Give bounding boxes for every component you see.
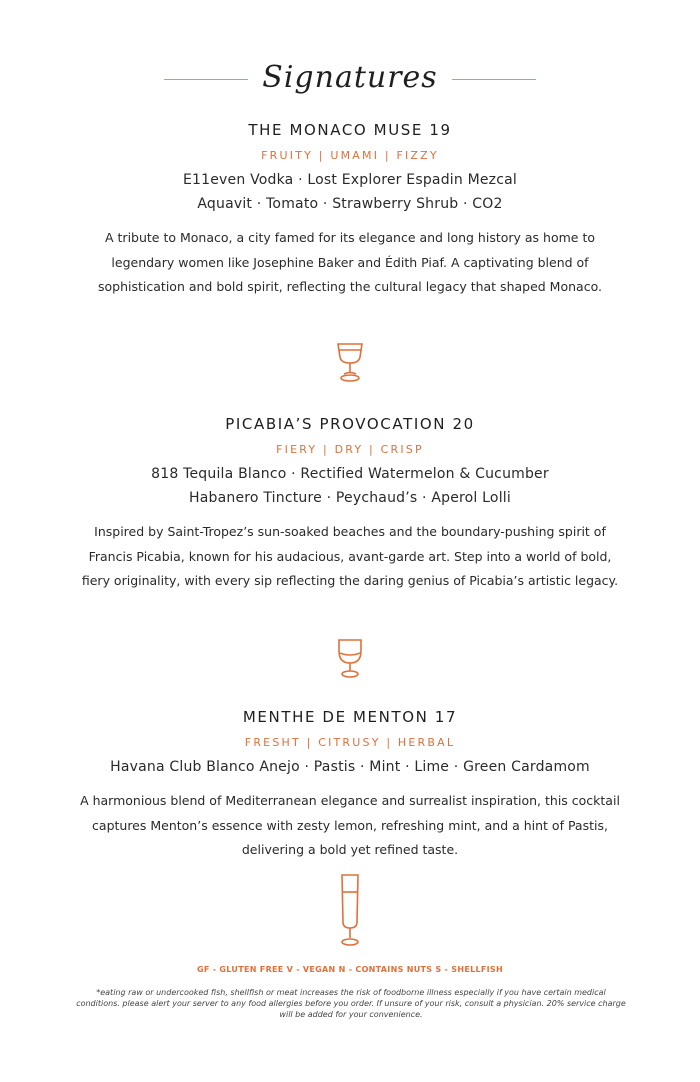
item-tags: FRESHT | CITRUSY | HERBAL <box>244 736 456 749</box>
item-tags: FRUITY | UMAMI | FIZZY <box>261 149 439 162</box>
item-name: PICABIA’S PROVOCATION 20 <box>225 415 475 433</box>
header-rule-right <box>452 79 536 80</box>
page-title: Signatures <box>262 59 438 95</box>
coupe-glass-icon <box>330 341 370 389</box>
menu-item-picabias-provocation <box>0 413 700 594</box>
menu-item-monaco-muse <box>0 119 700 300</box>
item-name: MENTHE DE MENTON 17 <box>242 708 458 726</box>
item-ingredients: Habanero Tincture · Peychaud’s · Aperol Lolli <box>189 490 511 506</box>
goblet-glass-icon <box>330 637 370 687</box>
item-description: A harmonious blend of Mediterranean elegance and surrealist inspiration, this cocktail captures Menton’s essence with zesty lemon, refreshing mint, and a hint of Pastis, delivering a bold yet refined taste. <box>80 793 620 857</box>
item-ingredients: Aquavit · Tomato · Strawberry Shrub · CO2 <box>197 196 503 212</box>
menu-item-menthe-de-menton <box>0 706 700 863</box>
menu-header <box>0 52 700 106</box>
dietary-legend: GF - GLUTEN FREE V - VEGAN N - CONTAINS NUTS S - SHELLFISH <box>197 965 503 974</box>
highball-glass-icon <box>330 872 370 954</box>
item-ingredients: 818 Tequila Blanco · Rectified Watermelon & Cucumber <box>151 466 549 482</box>
item-name: THE MONACO MUSE 19 <box>248 121 452 139</box>
item-description: A tribute to Monaco, a city famed for its elegance and long history as home to legendary women like Josephine Baker and Édith Piaf. A captivating blend of sophistication and bold spirit, reflecting the cultural legacy that shaped Monaco. <box>98 230 602 294</box>
allergy-disclaimer: *eating raw or undercooked fish, shellfish or meat increases the risk of foodborne illness especially if you have certain medical conditions. please alert your server to any food allergies before you order. If unsure of your risk, consult a physician. 20% service charge will be added for your convenience. <box>76 988 626 1019</box>
item-ingredients: Havana Club Blanco Anejo · Pastis · Mint · Lime · Green Cardamom <box>110 759 590 775</box>
item-tags: FIERY | DRY | CRISP <box>276 443 424 456</box>
header-rule-left <box>164 79 248 80</box>
item-description: Inspired by Saint-Tropez’s sun-soaked beaches and the boundary-pushing spirit of Francis Picabia, known for his audacious, avant-garde art. Step into a world of bold, fiery originality, with every sip reflecting the daring genius of Picabia’s artistic legacy. <box>81 524 619 588</box>
item-ingredients: E11even Vodka · Lost Explorer Espadin Mezcal <box>182 172 518 188</box>
